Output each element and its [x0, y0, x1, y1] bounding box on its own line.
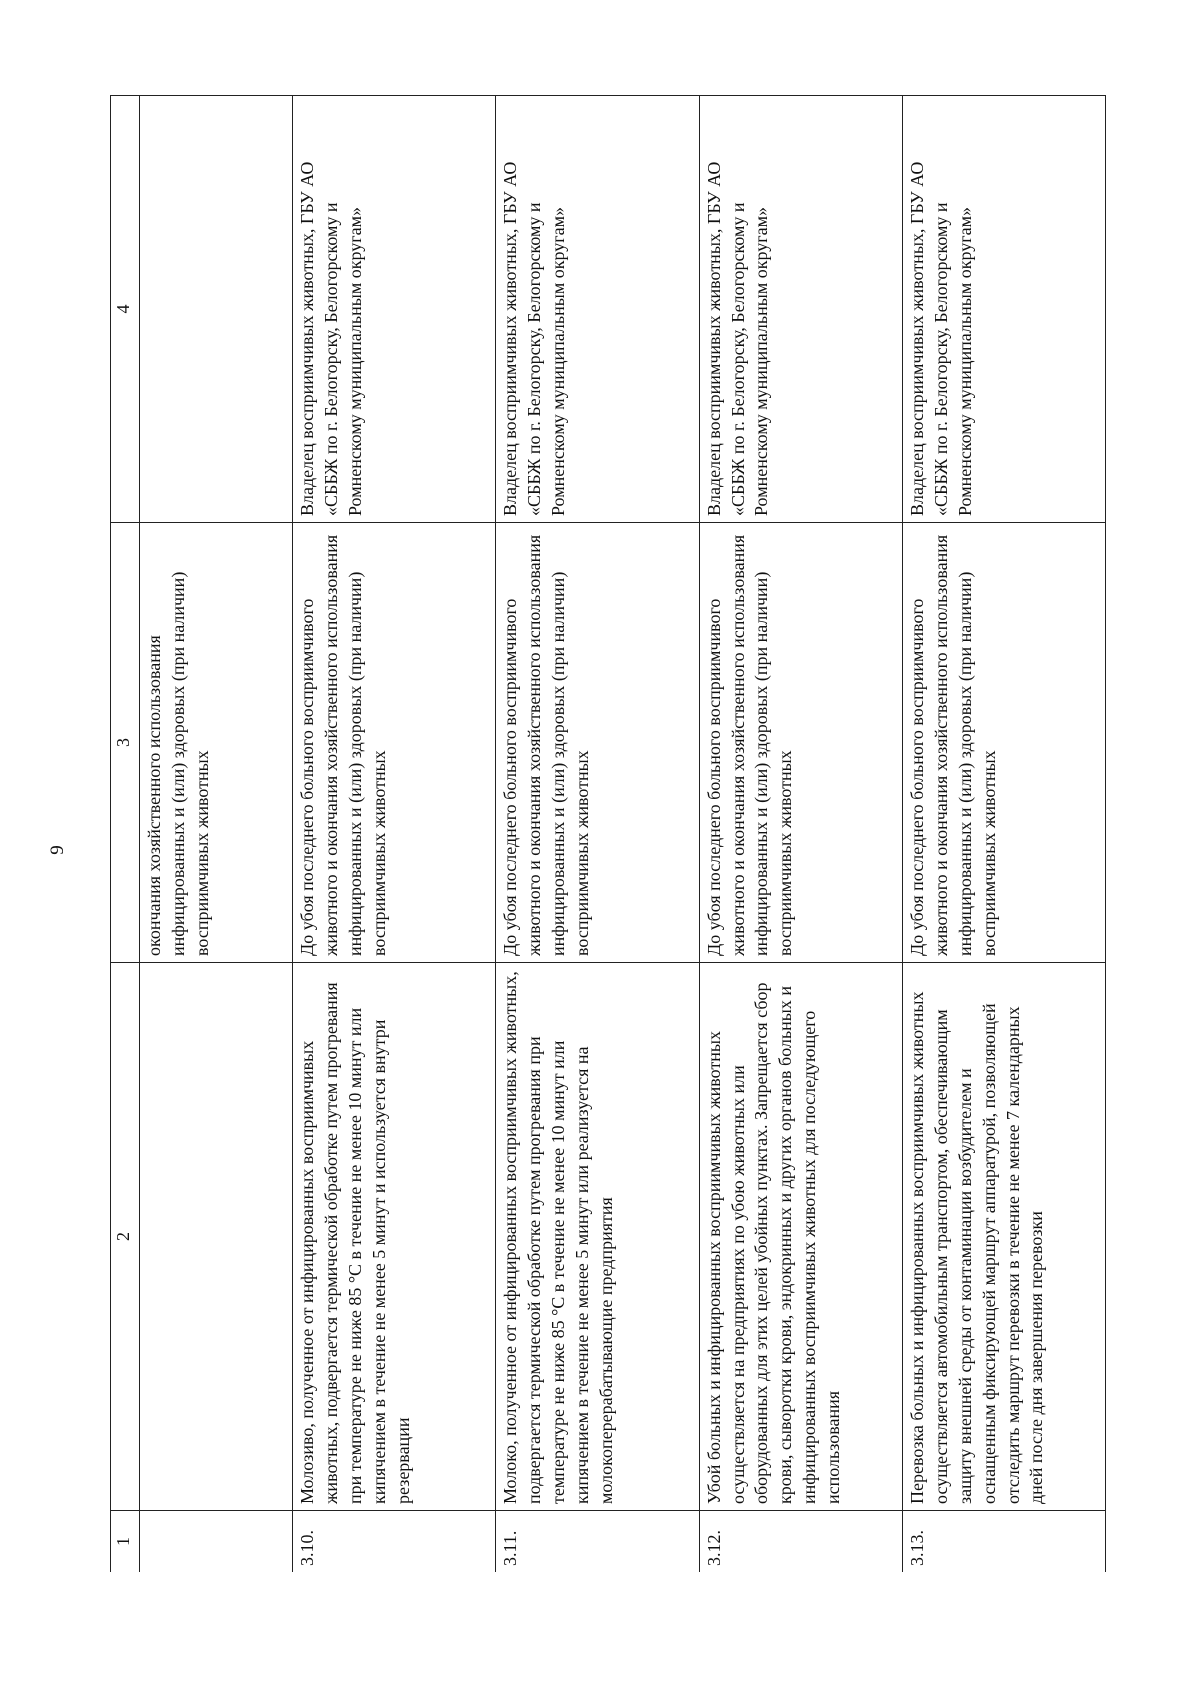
cell-responsible [140, 95, 293, 522]
table-container [110, 95, 1106, 1572]
cell-responsible: Владелец восприимчивых животных, ГБУ АО «СББЖ по г. Белогорску, Белогорскому и Ромненскому муниципальным округам» [496, 95, 699, 522]
cell-number: 3.10. [293, 1510, 496, 1572]
cell-number: 3.12. [699, 1510, 902, 1572]
measures-table [110, 95, 1106, 1572]
table-row [293, 95, 496, 1572]
cell-measure: Молозиво, полученное от инфицированных восприимчивых животных, подвергается термической обработке путем прогревания при температуре не ниже 85 °С в течение не менее 10 минут или кипячением в течение не менее 5 минут и используется внутри резервации [293, 962, 496, 1510]
cell-number: 3.11. [496, 1510, 699, 1572]
cell-measure: Перевозка больных и инфицированных восприимчивых животных осуществляется автомобильным транспортом, обеспечивающим защиту внешней среды от контаминации возбудителем и оснащенным фиксирующей маршрут аппаратурой, позволяющей отследить маршрут перевозки в течение не менее 7 календарных дней после дня завершения перевозки [902, 962, 1105, 1510]
cell-deadline: До убоя последнего больного восприимчивого животного и окончания хозяйственного использования инфицированных и (или) здоровых (при наличии) восприимчивых животных [699, 522, 902, 962]
cell-deadline: окончания хозяйственного использования инфицированных и (или) здоровых (при наличии) восприимчивых животных [140, 522, 293, 962]
cell-deadline: До убоя последнего больного восприимчивого животного и окончания хозяйственного использования инфицированных и (или) здоровых (при наличии) восприимчивых животных [293, 522, 496, 962]
cell-responsible: Владелец восприимчивых животных, ГБУ АО «СББЖ по г. Белогорску, Белогорскому и Ромненскому муниципальным округам» [699, 95, 902, 522]
cell-number [140, 1510, 293, 1572]
cell-measure: Молоко, полученное от инфицированных восприимчивых животных, подвергается термической обработке путем прогревания при температуре не ниже 85 °С в течение не менее 10 минут или кипячением в течение не менее 5 минут или реализуется на молокоперерабатывающие предприятия [496, 962, 699, 1510]
header-col-4: 4 [111, 95, 140, 522]
cell-responsible: Владелец восприимчивых животных, ГБУ АО «СББЖ по г. Белогорску, Белогорскому и Ромненскому муниципальным округам» [902, 95, 1105, 522]
header-col-2: 2 [111, 962, 140, 1510]
table-row [699, 95, 902, 1572]
header-col-3: 3 [111, 522, 140, 962]
table-row-continuation [140, 95, 293, 1572]
header-col-1: 1 [111, 1510, 140, 1572]
cell-deadline: До убоя последнего больного восприимчивого животного и окончания хозяйственного использования инфицированных и (или) здоровых (при наличии) восприимчивых животных [902, 522, 1105, 962]
cell-number: 3.13. [902, 1510, 1105, 1572]
page-number [48, 830, 68, 870]
table-row [902, 95, 1105, 1572]
table-row [496, 95, 699, 1572]
header-row [111, 95, 140, 1572]
cell-measure [140, 962, 293, 1510]
cell-responsible: Владелец восприимчивых животных, ГБУ АО «СББЖ по г. Белогорску, Белогорскому и Ромненскому муниципальным округам» [293, 95, 496, 522]
cell-deadline: До убоя последнего больного восприимчивого животного и окончания хозяйственного использования инфицированных и (или) здоровых (при наличии) восприимчивых животных [496, 522, 699, 962]
page-number-text: 9 [47, 845, 68, 855]
cell-measure: Убой больных и инфицированных восприимчивых животных осуществляется на предприятиях по убою животных или оборудованных для этих целей убойных пунктах. Запрещается сбор крови, сыворотки крови, эндокринных и других органов больных и инфицированных восприимчивых животных для последующего использования [699, 962, 902, 1510]
